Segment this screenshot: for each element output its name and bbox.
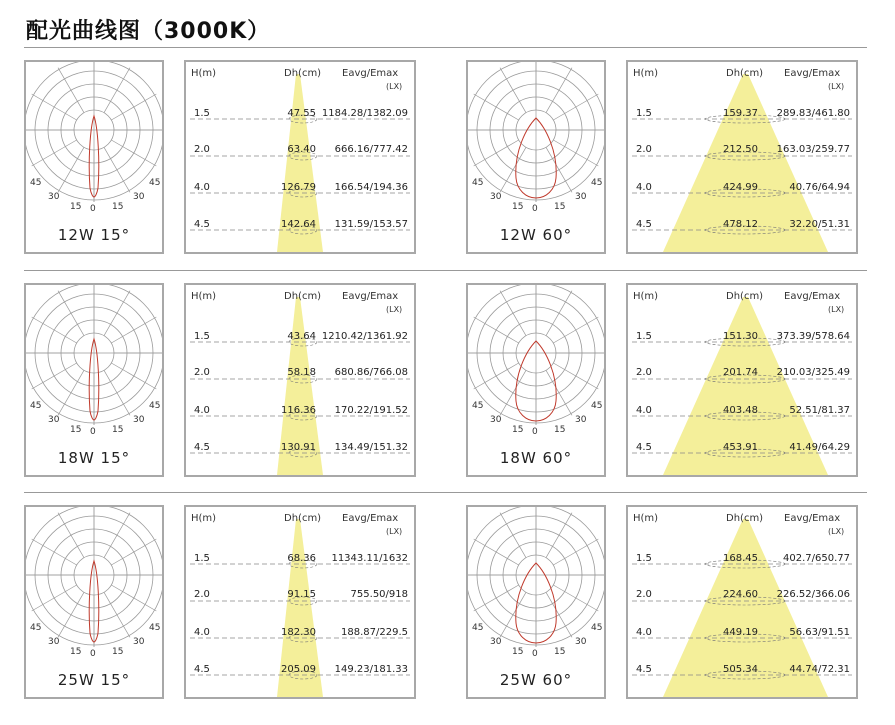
- angle-tick-label: 45: [472, 623, 484, 633]
- cell-illuminance: 680.86/766.08: [334, 367, 408, 378]
- cell-diameter: 168.45: [723, 553, 758, 564]
- angle-tick-label: 30: [133, 415, 145, 425]
- diagram-label: 25W 60°: [499, 671, 573, 689]
- cell-illuminance: 149.23/181.33: [334, 664, 408, 675]
- angle-tick-label: 15: [512, 647, 524, 657]
- cell-height: 2.0: [194, 367, 210, 378]
- header-unit: (LX): [828, 82, 845, 91]
- cell-illuminance: 32.20/51.31: [789, 219, 850, 230]
- header-diameter: Dh(cm): [284, 513, 322, 524]
- polar-diagram: [466, 60, 606, 254]
- divider: [24, 270, 867, 271]
- header-height: H(m): [191, 513, 217, 524]
- angle-tick-label: 15: [70, 425, 82, 435]
- angle-tick-label: 15: [112, 647, 124, 657]
- angle-tick-label: 30: [490, 415, 502, 425]
- cell-diameter: 478.12: [723, 219, 758, 230]
- angle-tick-label: 0: [532, 649, 538, 659]
- cell-illuminance: 210.03/325.49: [776, 367, 850, 378]
- cell-diameter: 505.34: [723, 664, 758, 675]
- angle-tick-label: 15: [512, 202, 524, 212]
- cell-illuminance: 56.63/91.51: [789, 627, 850, 638]
- header-unit: (LX): [386, 527, 403, 536]
- cell-diameter: 126.79: [281, 182, 316, 193]
- angle-tick-label: 30: [575, 637, 587, 647]
- angle-tick-label: 45: [472, 401, 484, 411]
- cell-diameter: 201.74: [723, 367, 758, 378]
- angle-tick-label: 15: [112, 202, 124, 212]
- angle-tick-label: 0: [90, 649, 96, 659]
- diagram-label: 12W 15°: [57, 226, 131, 244]
- cell-illuminance: 131.59/153.57: [334, 219, 408, 230]
- diagram-label: 12W 60°: [499, 226, 573, 244]
- angle-tick-label: 15: [70, 202, 82, 212]
- angle-tick-label: 0: [90, 204, 96, 214]
- cell-height: 1.5: [636, 108, 652, 119]
- cell-height: 4.5: [636, 442, 652, 453]
- cell-height: 1.5: [194, 331, 210, 342]
- polar-diagram: [24, 505, 164, 699]
- cell-diameter: 424.99: [723, 182, 758, 193]
- photometric-table: [184, 60, 416, 254]
- angle-tick-label: 45: [149, 178, 161, 188]
- cell-illuminance: 1210.42/1361.92: [321, 331, 408, 342]
- polar-diagram: [24, 60, 164, 254]
- header-illuminance: Eavg/Emax: [342, 513, 399, 524]
- cell-diameter: 68.36: [287, 553, 316, 564]
- cell-height: 4.0: [194, 405, 210, 416]
- cell-illuminance: 373.39/578.64: [776, 331, 850, 342]
- cell-diameter: 151.30: [723, 331, 758, 342]
- cell-height: 4.0: [636, 182, 652, 193]
- cell-height: 1.5: [636, 331, 652, 342]
- angle-tick-label: 45: [30, 623, 42, 633]
- angle-tick-label: 15: [70, 647, 82, 657]
- angle-tick-label: 30: [490, 192, 502, 202]
- angle-tick-label: 45: [591, 178, 603, 188]
- header-height: H(m): [633, 513, 659, 524]
- header-diameter: Dh(cm): [726, 291, 764, 302]
- cell-height: 4.0: [636, 627, 652, 638]
- cell-height: 4.0: [194, 627, 210, 638]
- cell-height: 4.5: [636, 664, 652, 675]
- angle-tick-label: 30: [133, 192, 145, 202]
- cell-height: 4.5: [636, 219, 652, 230]
- cell-diameter: 116.36: [281, 405, 316, 416]
- polar-grid: [468, 285, 604, 475]
- cell-illuminance: 188.87/229.5: [341, 627, 408, 638]
- photometric-table: [184, 505, 416, 699]
- cell-illuminance: 52.51/81.37: [789, 405, 850, 416]
- header-height: H(m): [633, 68, 659, 79]
- angle-tick-label: 45: [149, 401, 161, 411]
- cell-illuminance: 40.76/64.94: [789, 182, 850, 193]
- polar-grid: [468, 507, 604, 697]
- cell-diameter: 205.09: [281, 664, 316, 675]
- cell-diameter: 142.64: [281, 219, 316, 230]
- header-unit: (LX): [386, 305, 403, 314]
- header-unit: (LX): [828, 305, 845, 314]
- cell-diameter: 403.48: [723, 405, 758, 416]
- header-height: H(m): [633, 291, 659, 302]
- cell-illuminance: 289.83/461.80: [776, 108, 850, 119]
- photometric-table: [626, 505, 858, 699]
- header-illuminance: Eavg/Emax: [784, 68, 841, 79]
- photometric-table: [184, 283, 416, 477]
- cell-height: 1.5: [194, 108, 210, 119]
- divider: [24, 492, 867, 493]
- diagram-label: 25W 15°: [57, 671, 131, 689]
- header-unit: (LX): [386, 82, 403, 91]
- cell-diameter: 159.37: [723, 108, 758, 119]
- angle-tick-label: 0: [90, 427, 96, 437]
- polar-grid: [26, 507, 162, 697]
- angle-tick-label: 30: [48, 415, 60, 425]
- page-title: 配光曲线图（3000K）: [26, 19, 271, 44]
- diagram-label: 18W 15°: [57, 449, 131, 467]
- cell-height: 4.0: [636, 405, 652, 416]
- angle-tick-label: 30: [575, 192, 587, 202]
- cell-diameter: 43.64: [287, 331, 316, 342]
- cell-diameter: 91.15: [287, 589, 316, 600]
- angle-tick-label: 0: [532, 204, 538, 214]
- cell-illuminance: 163.03/259.77: [776, 144, 850, 155]
- photometric-table: [626, 60, 858, 254]
- header-diameter: Dh(cm): [726, 68, 764, 79]
- cell-height: 4.5: [194, 664, 210, 675]
- divider: [24, 47, 867, 48]
- angle-tick-label: 15: [512, 425, 524, 435]
- cell-illuminance: 166.54/194.36: [334, 182, 408, 193]
- angle-tick-label: 45: [30, 401, 42, 411]
- cell-diameter: 449.19: [723, 627, 758, 638]
- angle-tick-label: 15: [554, 425, 566, 435]
- photometric-table: [626, 283, 858, 477]
- cell-diameter: 130.91: [281, 442, 316, 453]
- cell-height: 2.0: [194, 589, 210, 600]
- cell-illuminance: 666.16/777.42: [334, 144, 408, 155]
- cell-diameter: 47.55: [287, 108, 316, 119]
- cell-height: 1.5: [636, 553, 652, 564]
- cell-diameter: 58.18: [287, 367, 316, 378]
- cell-height: 4.5: [194, 442, 210, 453]
- polar-grid: [26, 285, 162, 475]
- angle-tick-label: 0: [532, 427, 538, 437]
- diagram-label: 18W 60°: [499, 449, 573, 467]
- header-illuminance: Eavg/Emax: [342, 68, 399, 79]
- angle-tick-label: 45: [591, 401, 603, 411]
- polar-diagram: [466, 283, 606, 477]
- cell-height: 2.0: [636, 144, 652, 155]
- cell-illuminance: 11343.11/1632: [331, 553, 408, 564]
- angle-tick-label: 30: [48, 192, 60, 202]
- angle-tick-label: 15: [112, 425, 124, 435]
- cell-diameter: 63.40: [287, 144, 316, 155]
- cell-illuminance: 170.22/191.52: [334, 405, 408, 416]
- cell-height: 2.0: [636, 589, 652, 600]
- header-diameter: Dh(cm): [284, 291, 322, 302]
- header-illuminance: Eavg/Emax: [342, 291, 399, 302]
- cell-illuminance: 134.49/151.32: [334, 442, 408, 453]
- angle-tick-label: 45: [149, 623, 161, 633]
- cell-illuminance: 226.52/366.06: [776, 589, 850, 600]
- cell-diameter: 182.30: [281, 627, 316, 638]
- angle-tick-label: 15: [554, 647, 566, 657]
- cell-diameter: 453.91: [723, 442, 758, 453]
- header-diameter: Dh(cm): [726, 513, 764, 524]
- header-diameter: Dh(cm): [284, 68, 322, 79]
- cell-illuminance: 41.49/64.29: [789, 442, 850, 453]
- cell-height: 2.0: [636, 367, 652, 378]
- angle-tick-label: 30: [133, 637, 145, 647]
- header-illuminance: Eavg/Emax: [784, 291, 841, 302]
- header-illuminance: Eavg/Emax: [784, 513, 841, 524]
- cell-illuminance: 402.7/650.77: [783, 553, 850, 564]
- angle-tick-label: 15: [554, 202, 566, 212]
- polar-diagram: [24, 283, 164, 477]
- header-height: H(m): [191, 68, 217, 79]
- cell-height: 4.5: [194, 219, 210, 230]
- angle-tick-label: 45: [591, 623, 603, 633]
- polar-grid: [26, 62, 162, 252]
- polar-diagram: [466, 505, 606, 699]
- cell-illuminance: 44.74/72.31: [789, 664, 850, 675]
- cell-diameter: 212.50: [723, 144, 758, 155]
- polar-grid: [468, 62, 604, 252]
- cell-diameter: 224.60: [723, 589, 758, 600]
- angle-tick-label: 30: [575, 415, 587, 425]
- cell-height: 2.0: [194, 144, 210, 155]
- angle-tick-label: 45: [472, 178, 484, 188]
- angle-tick-label: 30: [490, 637, 502, 647]
- cell-height: 1.5: [194, 553, 210, 564]
- cell-height: 4.0: [194, 182, 210, 193]
- header-unit: (LX): [828, 527, 845, 536]
- cell-illuminance: 755.50/918: [350, 589, 408, 600]
- angle-tick-label: 30: [48, 637, 60, 647]
- angle-tick-label: 45: [30, 178, 42, 188]
- cell-illuminance: 1184.28/1382.09: [321, 108, 408, 119]
- header-height: H(m): [191, 291, 217, 302]
